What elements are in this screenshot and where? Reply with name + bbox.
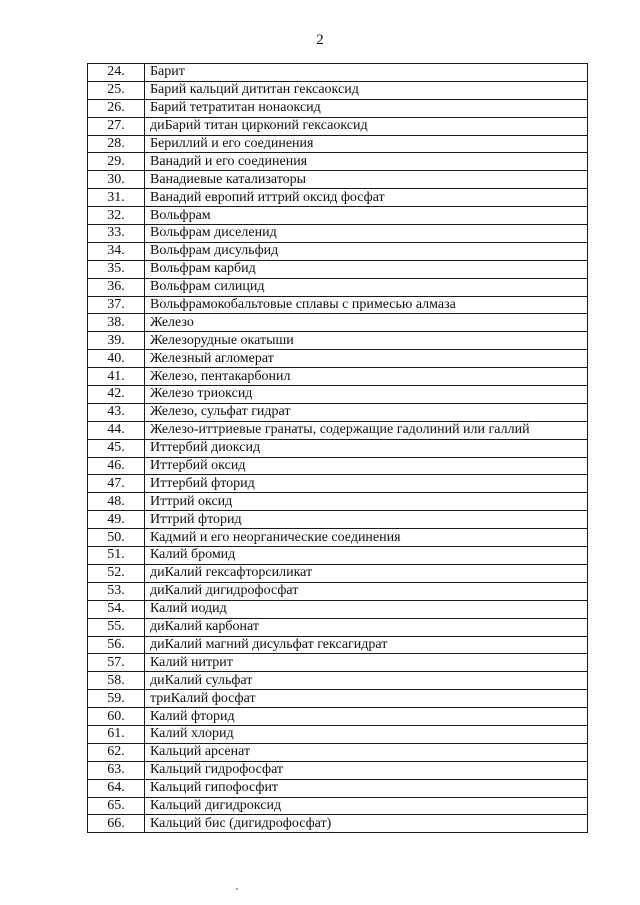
substance-name: Железо: [145, 314, 588, 332]
table-row: [88, 332, 588, 350]
substance-name: диКалий сульфат: [145, 672, 588, 690]
substance-name: Иттрий фторид: [145, 511, 588, 529]
substance-name: Иттербий диоксид: [145, 439, 588, 457]
row-number: 54.: [88, 600, 145, 618]
row-number: 36.: [88, 278, 145, 296]
table-row: [88, 511, 588, 529]
table-row: [88, 582, 588, 600]
table-row: [88, 207, 588, 225]
substance-name: Железо триоксид: [145, 386, 588, 404]
substance-name: триКалий фосфат: [145, 690, 588, 708]
substance-name: Кальций дигидроксид: [145, 797, 588, 815]
table-row: [88, 171, 588, 189]
table-row: [88, 64, 588, 82]
table-row: [88, 708, 588, 726]
row-number: 26.: [88, 99, 145, 117]
substance-name: Кальций гипофосфит: [145, 779, 588, 797]
table-row: [88, 260, 588, 278]
scan-speck: [236, 888, 238, 890]
row-number: 34.: [88, 242, 145, 260]
substance-name: Иттербий оксид: [145, 457, 588, 475]
substance-name: Вольфрам диселенид: [145, 225, 588, 243]
table-row: [88, 225, 588, 243]
substance-name: Калий иодид: [145, 600, 588, 618]
table-row: [88, 779, 588, 797]
table-row: [88, 439, 588, 457]
page-number: 2: [316, 32, 324, 48]
table-row: [88, 672, 588, 690]
substance-name: Ванадий европий иттрий оксид фосфат: [145, 189, 588, 207]
table-row: [88, 690, 588, 708]
row-number: 56.: [88, 636, 145, 654]
row-number: 27.: [88, 117, 145, 135]
substances-table-body: [88, 64, 588, 833]
substance-name: Кальций арсенат: [145, 743, 588, 761]
substance-name: Барит: [145, 64, 588, 82]
substance-name: Вольфрам: [145, 207, 588, 225]
table-row: [88, 117, 588, 135]
table-row: [88, 403, 588, 421]
substance-name: Калий фторид: [145, 708, 588, 726]
substance-name: Ванадий и его соединения: [145, 153, 588, 171]
row-number: 58.: [88, 672, 145, 690]
row-number: 49.: [88, 511, 145, 529]
substance-name: Железорудные окатыши: [145, 332, 588, 350]
table-row: [88, 743, 588, 761]
table-row: [88, 564, 588, 582]
substance-name: диБарий титан цирконий гексаоксид: [145, 117, 588, 135]
substance-name: Вольфрамокобальтовые сплавы с примесью алмаза: [145, 296, 588, 314]
row-number: 62.: [88, 743, 145, 761]
row-number: 57.: [88, 654, 145, 672]
substance-name: Калий хлорид: [145, 725, 588, 743]
substance-name: диКалий дигидрофосфат: [145, 582, 588, 600]
row-number: 55.: [88, 618, 145, 636]
substance-name: Кадмий и его неорганические соединения: [145, 529, 588, 547]
table-row: [88, 761, 588, 779]
row-number: 53.: [88, 582, 145, 600]
row-number: 64.: [88, 779, 145, 797]
row-number: 66.: [88, 815, 145, 833]
substance-name: Кальций бис (дигидрофосфат): [145, 815, 588, 833]
table-row: [88, 350, 588, 368]
table-row: [88, 475, 588, 493]
substances-table: [87, 63, 588, 833]
table-row: [88, 529, 588, 547]
substance-name: Калий бромид: [145, 547, 588, 565]
row-number: 52.: [88, 564, 145, 582]
table-row: [88, 368, 588, 386]
row-number: 45.: [88, 439, 145, 457]
substance-name: Барий кальций дититан гексаоксид: [145, 81, 588, 99]
row-number: 59.: [88, 690, 145, 708]
table-row: [88, 81, 588, 99]
row-number: 39.: [88, 332, 145, 350]
table-row: [88, 636, 588, 654]
substance-name: диКалий карбонат: [145, 618, 588, 636]
row-number: 47.: [88, 475, 145, 493]
row-number: 50.: [88, 529, 145, 547]
table-row: [88, 99, 588, 117]
substance-name: Иттрий оксид: [145, 493, 588, 511]
substance-name: Кальций гидрофосфат: [145, 761, 588, 779]
substance-name: Ванадиевые катализаторы: [145, 171, 588, 189]
substance-name: Вольфрам дисульфид: [145, 242, 588, 260]
substance-name: Вольфрам карбид: [145, 260, 588, 278]
row-number: 40.: [88, 350, 145, 368]
table-row: [88, 457, 588, 475]
row-number: 41.: [88, 368, 145, 386]
row-number: 25.: [88, 81, 145, 99]
row-number: 46.: [88, 457, 145, 475]
table-row: [88, 421, 588, 439]
substance-name: диКалий гексафторсиликат: [145, 564, 588, 582]
table-row: [88, 189, 588, 207]
row-number: 24.: [88, 64, 145, 82]
table-row: [88, 278, 588, 296]
row-number: 37.: [88, 296, 145, 314]
substance-name: Железо, сульфат гидрат: [145, 403, 588, 421]
table-row: [88, 386, 588, 404]
substance-name: Железо-иттриевые гранаты, содержащие гадолиний или галлий: [145, 421, 588, 439]
table-row: [88, 797, 588, 815]
row-number: 32.: [88, 207, 145, 225]
row-number: 29.: [88, 153, 145, 171]
table-row: [88, 815, 588, 833]
substance-name: Калий нитрит: [145, 654, 588, 672]
row-number: 42.: [88, 386, 145, 404]
row-number: 43.: [88, 403, 145, 421]
table-row: [88, 725, 588, 743]
substance-name: Железо, пентакарбонил: [145, 368, 588, 386]
substance-name: диКалий магний дисульфат гексагидрат: [145, 636, 588, 654]
table-row: [88, 654, 588, 672]
table-row: [88, 600, 588, 618]
row-number: 33.: [88, 225, 145, 243]
row-number: 38.: [88, 314, 145, 332]
row-number: 28.: [88, 135, 145, 153]
table-row: [88, 618, 588, 636]
table-row: [88, 296, 588, 314]
table-row: [88, 242, 588, 260]
table-row: [88, 153, 588, 171]
table-row: [88, 547, 588, 565]
substance-name: Барий тетратитан нонаоксид: [145, 99, 588, 117]
substance-name: Вольфрам силицид: [145, 278, 588, 296]
substance-name: Иттербий фторид: [145, 475, 588, 493]
table-row: [88, 135, 588, 153]
table-row: [88, 314, 588, 332]
substance-name: Бериллий и его соединения: [145, 135, 588, 153]
table-row: [88, 493, 588, 511]
row-number: 65.: [88, 797, 145, 815]
row-number: 44.: [88, 421, 145, 439]
row-number: 35.: [88, 260, 145, 278]
row-number: 60.: [88, 708, 145, 726]
row-number: 61.: [88, 725, 145, 743]
row-number: 51.: [88, 547, 145, 565]
row-number: 30.: [88, 171, 145, 189]
row-number: 31.: [88, 189, 145, 207]
substance-name: Железный агломерат: [145, 350, 588, 368]
row-number: 48.: [88, 493, 145, 511]
row-number: 63.: [88, 761, 145, 779]
